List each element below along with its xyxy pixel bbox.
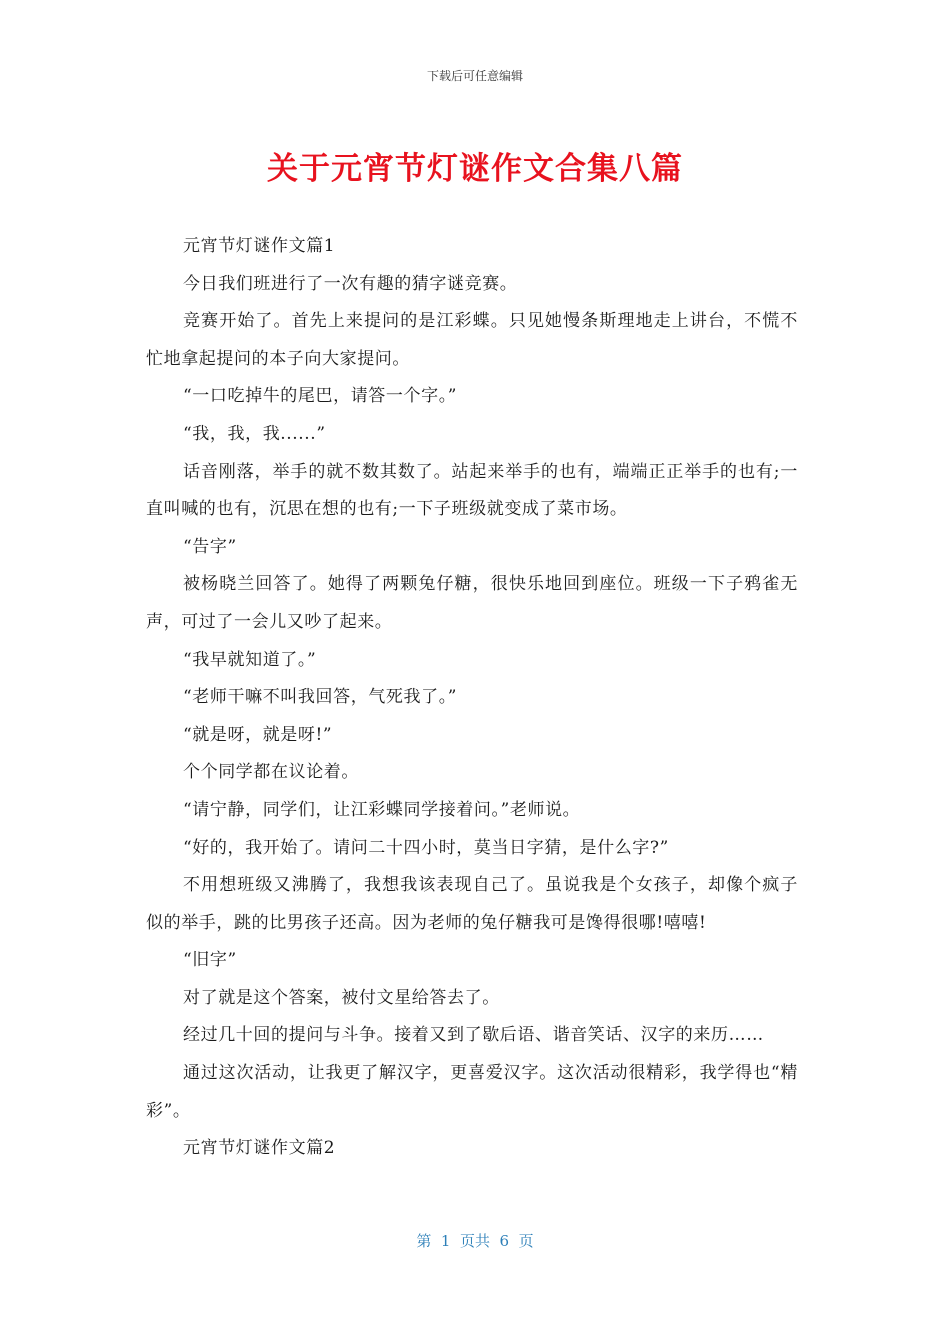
paragraph: “老师干嘛不叫我回答，气死我了。” bbox=[183, 687, 458, 708]
document-title: 关于元宵节灯谜作文合集八篇 bbox=[267, 151, 683, 187]
paragraph: “就是呀，就是呀!” bbox=[183, 724, 333, 745]
paragraph: 个个同学都在议论着。 bbox=[183, 762, 359, 783]
paragraph: 竞赛开始了。首先上来提问的是江彩蝶。只见她慢条斯理地走上讲台，不慌不忙地拿起提问的本子向大家提问。 bbox=[146, 311, 798, 369]
paragraph: “一口吃掉牛的尾巴，请答一个字。” bbox=[183, 386, 458, 407]
paragraph: “旧字” bbox=[183, 950, 237, 971]
paragraph: 经过几十回的提问与斗争。接着又到了歇后语、谐音笑话、汉字的来历…… bbox=[183, 1025, 764, 1046]
paragraph: 元宵节灯谜作文篇2 bbox=[183, 1138, 336, 1159]
paragraph: 不用想班级又沸腾了，我想我该表现自己了。虽说我是个女孩子，却像个疯子似的举手，跳的比男孩子还高。因为老师的兔仔糖我可是馋得很哪!嘻嘻! bbox=[146, 875, 798, 933]
paragraph: “告字” bbox=[183, 536, 237, 557]
paragraph: “我，我，我......” bbox=[183, 423, 326, 444]
paragraph: 被杨晓兰回答了。她得了两颗兔仔糖，很快乐地回到座位。班级一下子鸦雀无声，可过了一会儿又吵了起来。 bbox=[146, 574, 798, 632]
page-footer: 第 1 页共 6 页 bbox=[416, 1232, 534, 1250]
paragraph: 话音刚落，举手的就不数其数了。站起来举手的也有，端端正正举手的也有;一直叫喊的也有，沉思在想的也有;一下子班级就变成了菜市场。 bbox=[146, 461, 798, 520]
paragraph: 对了就是这个答案，被付文星给答去了。 bbox=[183, 987, 500, 1008]
paragraph: “我早就知道了。” bbox=[183, 649, 317, 670]
header-note: 下载后可任意编辑 bbox=[426, 69, 523, 83]
document-body bbox=[146, 228, 798, 1168]
paragraph: “请宁静，同学们，让江彩蝶同学接着问。”老师说。 bbox=[183, 799, 581, 820]
paragraph: “好的，我开始了。请问二十四小时，莫当日字猜，是什么字?” bbox=[183, 837, 669, 858]
paragraph: 元宵节灯谜作文篇1 bbox=[183, 236, 336, 256]
paragraph: 今日我们班进行了一次有趣的猜字谜竞赛。 bbox=[183, 273, 518, 294]
paragraph: 通过这次活动，让我更了解汉字，更喜爱汉字。这次活动很精彩，我学得也“精彩”。 bbox=[146, 1063, 798, 1121]
